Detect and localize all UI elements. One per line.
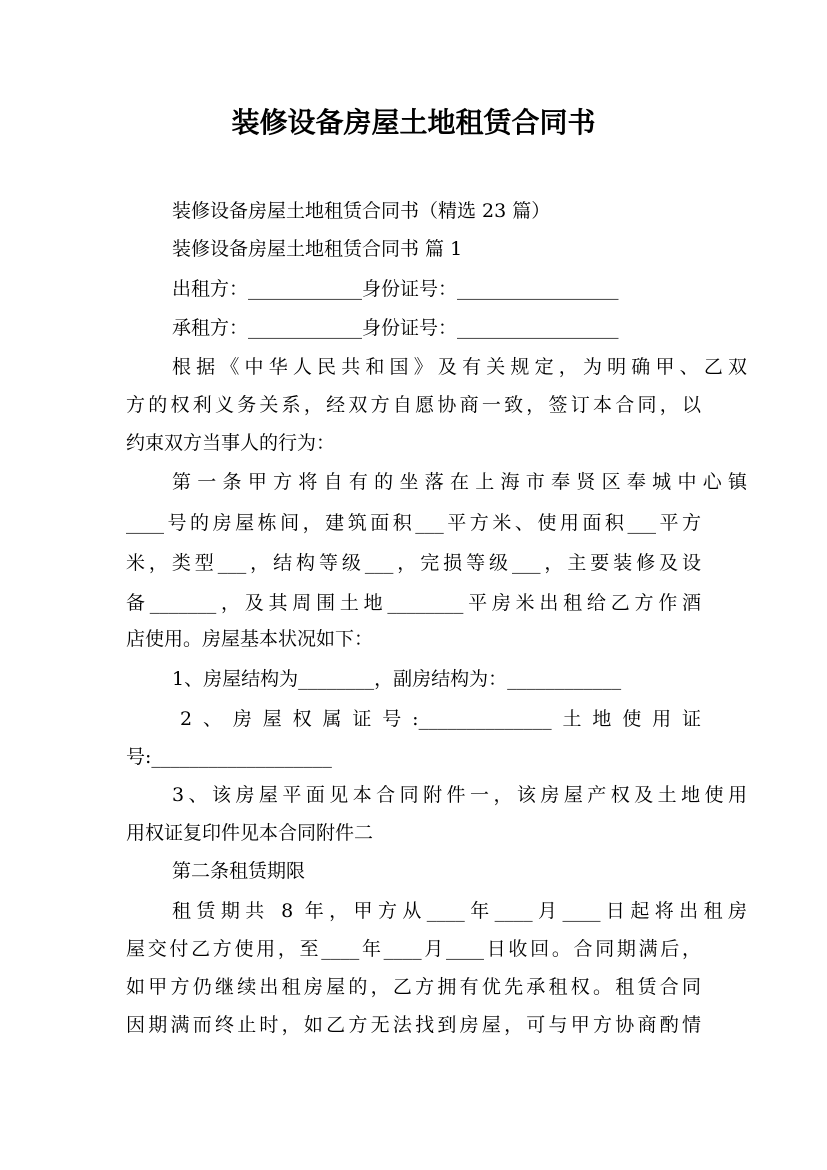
- paragraph-line: 租赁期共 8 年，甲方从____年____月____日起将出租房: [172, 900, 747, 922]
- list-item: 2、房屋权属证号:______________土地使用证: [180, 708, 701, 730]
- list-item-continuation: 用权证复印件见本合同附件二: [126, 822, 374, 844]
- paragraph-line: 米，类型___，结构等级___，完损等级___，主要装修及设: [126, 552, 701, 574]
- list-item: 3、该房屋平面见本合同附件一，该房屋产权及土地使用: [172, 784, 747, 806]
- list-item: 1、房屋结构为________，副房结构为：____________: [172, 668, 622, 690]
- paragraph-line: 店使用。房屋基本状况如下：: [126, 628, 374, 650]
- paragraph-line: 屋交付乙方使用，至____年____月____日收回。合同期满后，: [126, 938, 701, 960]
- lessor-field: 出租方：____________身份证号：_________________: [172, 278, 619, 300]
- document-title: 装修设备房屋土地租赁合同书: [231, 106, 596, 139]
- lessee-field: 承租方：____________身份证号：_________________: [172, 317, 619, 339]
- article-heading: 第二条租赁期限: [172, 860, 306, 882]
- paragraph-line: 根据《中华人民共和国》及有关规定，为明确甲、乙双: [172, 356, 747, 378]
- section-heading: 装修设备房屋土地租赁合同书 篇 1: [172, 238, 463, 260]
- paragraph-line: ____号的房屋栋间，建筑面积___平方米、使用面积___平方: [126, 512, 701, 534]
- paragraph-line: 如甲方仍继续出租房屋的，乙方拥有优先承租权。租赁合同: [126, 976, 701, 998]
- subtitle-line: 装修设备房屋土地租赁合同书（精选 23 篇）: [172, 200, 551, 222]
- paragraph-line: 方的权利义务关系，经双方自愿协商一致，签订本合同，以: [126, 394, 701, 416]
- paragraph-line: 约束双方当事人的行为：: [126, 432, 336, 454]
- paragraph-line: 备_______，及其周围土地________平房米出租给乙方作酒: [126, 592, 701, 614]
- paragraph-line: 因期满而终止时，如乙方无法找到房屋，可与甲方协商酌情: [126, 1014, 701, 1036]
- list-item-continuation: 号:___________________: [126, 746, 332, 768]
- paragraph-line: 第一条甲方将自有的坐落在上海市奉贤区奉城中心镇: [172, 471, 747, 493]
